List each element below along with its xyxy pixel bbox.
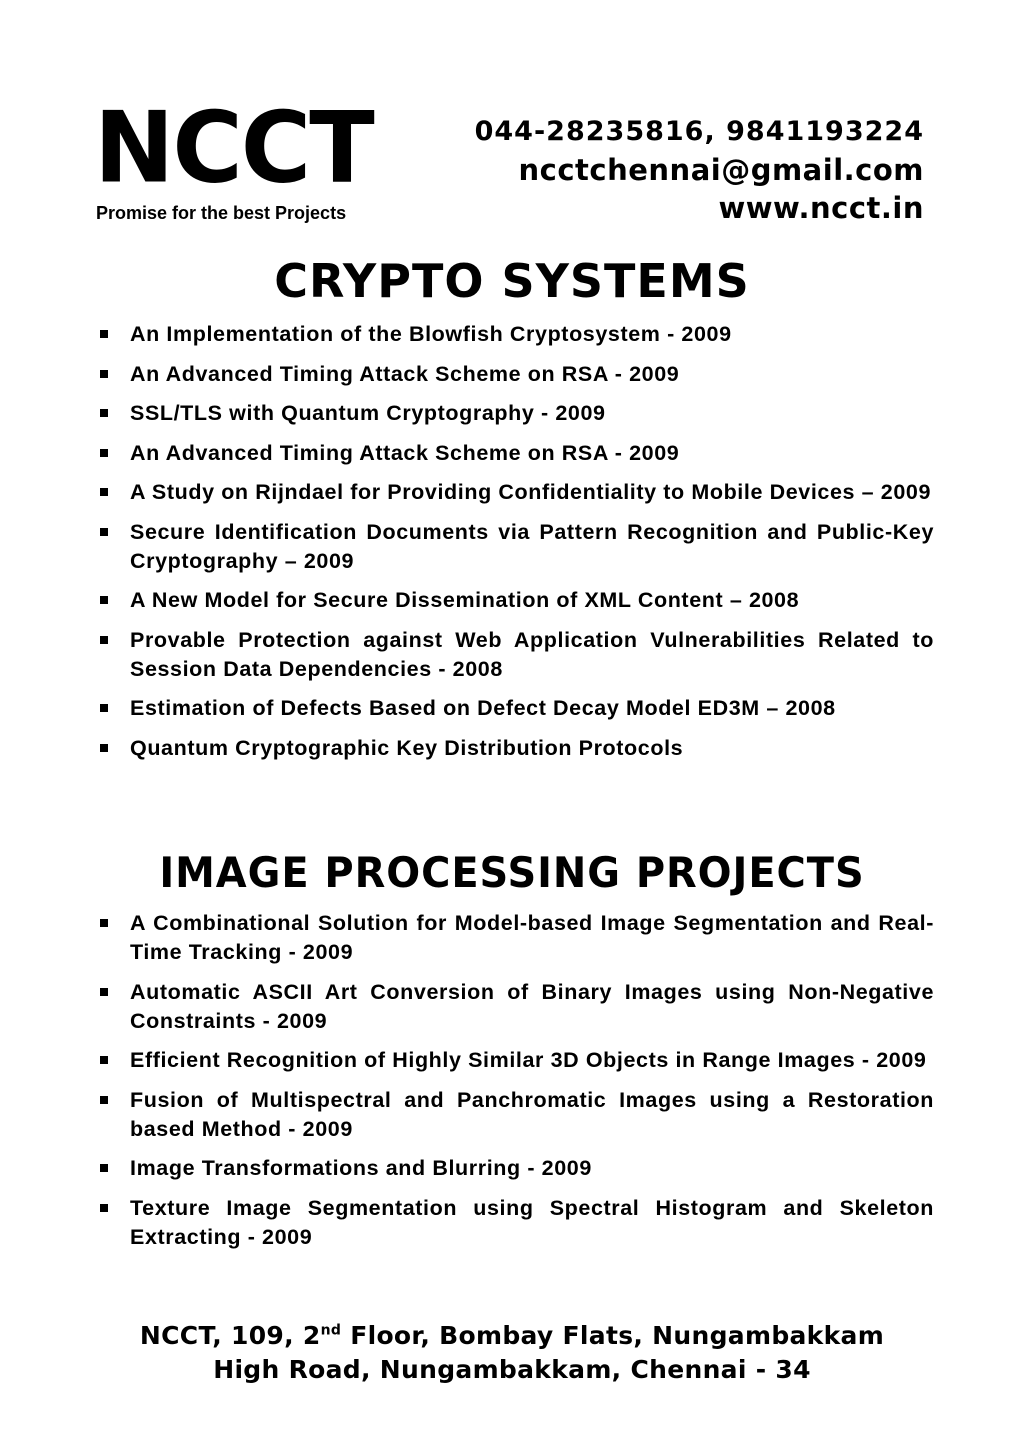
list-item: Texture Image Segmentation using Spectral Histogram and Skeleton Extracting - 2009 <box>130 1194 934 1252</box>
list-item: A Combinational Solution for Model-based Image Segmentation and Real-Time Tracking - 2009 <box>130 909 934 967</box>
list-item: Image Transformations and Blurring - 2009 <box>130 1154 934 1183</box>
footer-address <box>0 1319 1024 1387</box>
list-item: Estimation of Defects Based on Defect Decay Model ED3M – 2008 <box>130 694 934 723</box>
list-item: An Advanced Timing Attack Scheme on RSA - 2009 <box>130 360 934 389</box>
address-line-1-start: NCCT, 109, 2 <box>139 1321 321 1350</box>
website-address: www.ncct.in <box>718 191 924 225</box>
crypto-project-list <box>0 320 1024 773</box>
list-item: SSL/TLS with Quantum Cryptography - 2009 <box>130 399 934 428</box>
list-item: Automatic ASCII Art Conversion of Binary Images using Non-Negative Constraints - 2009 <box>130 978 934 1036</box>
section-title-image-processing: IMAGE PROCESSING PROJECTS <box>159 848 865 897</box>
address-line-1 <box>0 1319 1024 1353</box>
list-item: An Advanced Timing Attack Scheme on RSA - 2009 <box>130 439 934 468</box>
list-item: Fusion of Multispectral and Panchromatic Images using a Restoration based Method - 2009 <box>130 1086 934 1144</box>
list-item: Secure Identification Documents via Pattern Recognition and Public-Key Cryptography – 2009 <box>130 518 934 576</box>
list-item: A Study on Rijndael for Providing Confidentiality to Mobile Devices – 2009 <box>130 478 934 507</box>
ncct-logo: NCCT <box>94 90 373 206</box>
image-processing-project-list <box>0 909 1024 1262</box>
ordinal-suffix: nd <box>320 1322 342 1339</box>
list-item: Efficient Recognition of Highly Similar 3D Objects in Range Images - 2009 <box>130 1046 934 1075</box>
section-title-crypto-systems: CRYPTO SYSTEMS <box>274 254 750 308</box>
email-address: ncctchennai@gmail.com <box>518 153 924 187</box>
address-line-2: High Road, Nungambakkam, Chennai - 34 <box>213 1355 811 1384</box>
tagline: Promise for the best Projects <box>96 203 347 223</box>
list-item: An Implementation of the Blowfish Cryptosystem - 2009 <box>130 320 934 349</box>
list-item: Provable Protection against Web Application Vulnerabilities Related to Session Data Dependencies - 2008 <box>130 626 934 684</box>
address-line-1-end: Floor, Bombay Flats, Nungambakkam <box>341 1321 885 1350</box>
phone-numbers: 044-28235816, 9841193224 <box>474 116 924 147</box>
list-item: A New Model for Secure Dissemination of XML Content – 2008 <box>130 586 934 615</box>
contact-block <box>475 113 924 227</box>
list-item: Quantum Cryptographic Key Distribution Protocols <box>130 734 934 763</box>
